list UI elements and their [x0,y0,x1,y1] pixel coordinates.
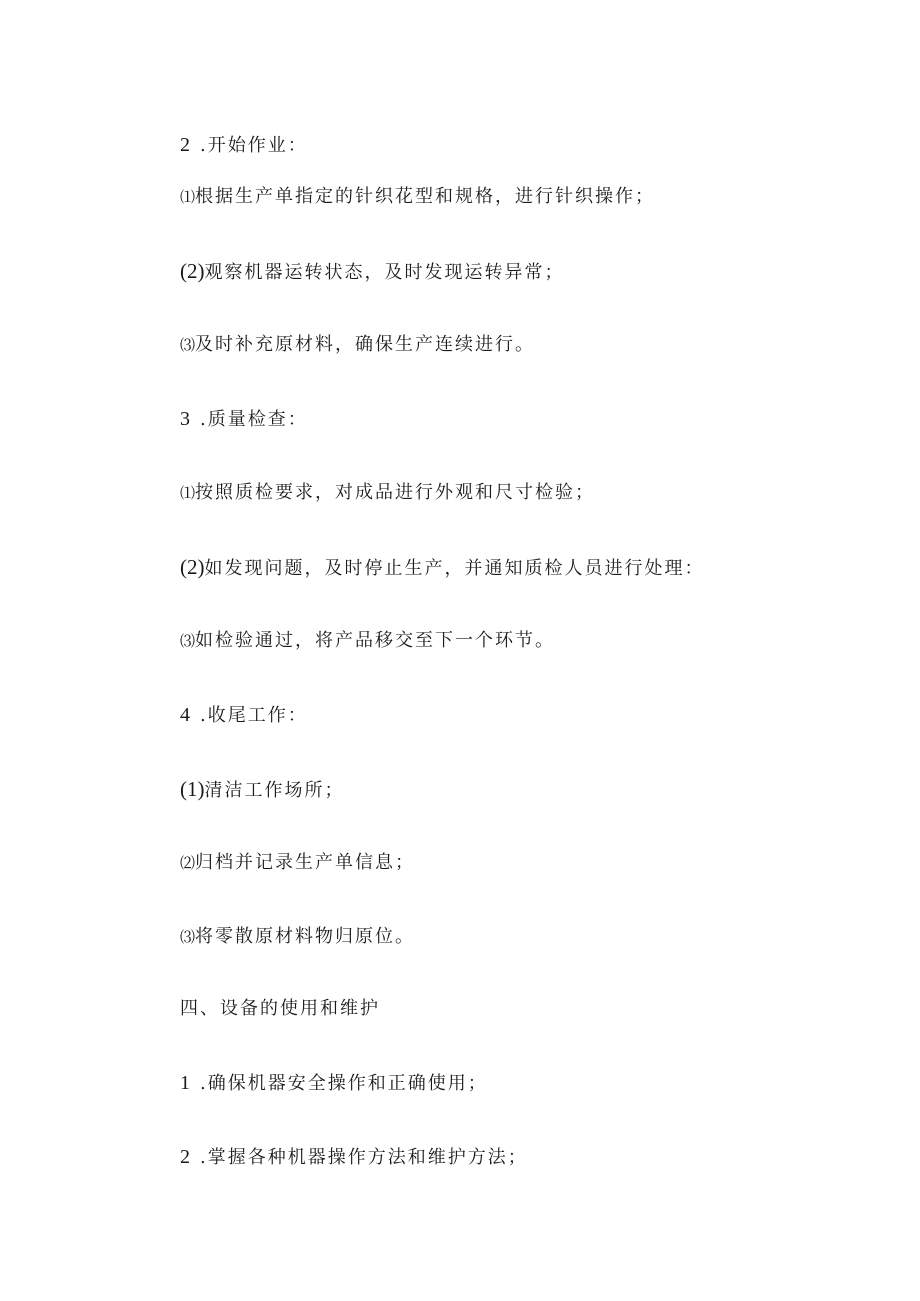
list-item [180,555,705,581]
section-heading-wrap-up [180,703,308,728]
section-heading-quality-check [180,407,308,432]
list-item [180,1071,488,1096]
list-item [180,851,415,876]
item-number: 2 [180,1146,190,1168]
item-text: .掌握各种机器操作方法和维护方法； [200,1147,528,1168]
item-text: 清洁工作场所； [204,780,345,801]
item-number: 4 [180,704,190,726]
section-heading-start-work [180,133,308,158]
item-text: 按照质检要求，对成品进行外观和尺寸检验； [195,482,596,503]
item-number: 3 [180,408,190,430]
item-text: .质量检查： [200,409,308,430]
item-text: 观察机器运转状态，及时发现运转异常； [204,262,565,283]
item-number: ⑶ [180,634,196,650]
list-item [180,259,565,285]
list-item [180,333,535,358]
list-item [180,629,555,654]
chapter-heading-equipment [180,997,380,1021]
item-number: ⑴ [180,190,196,206]
list-item [180,777,345,803]
item-text: 如检验通过，将产品移交至下一个环节。 [195,630,556,651]
item-number: ⑴ [180,486,196,502]
item-text: 根据生产单指定的针织花型和规格，进行针织操作； [195,186,656,207]
item-text: 归档并记录生产单信息； [195,852,416,873]
item-number: ⑵ [180,856,196,872]
list-item [180,1145,528,1170]
list-item [180,925,415,950]
item-text: 如发现问题，及时停止生产，并通知质检人员进行处理： [204,558,705,579]
item-text: 及时补充原材料，确保生产连续进行。 [195,334,536,355]
item-number: (1) [180,777,205,801]
item-text: 四、设备的使用和维护 [180,998,380,1019]
item-number: (2) [180,555,205,579]
item-text: 将零散原材料物归原位。 [195,926,416,947]
item-number: (2) [180,259,205,283]
item-text: .收尾工作： [200,705,308,726]
item-number: ⑶ [180,338,196,354]
list-item [180,481,595,506]
item-number: 1 [180,1072,190,1094]
item-number: ⑶ [180,930,196,946]
list-item [180,185,655,210]
item-text: .开始作业： [200,135,308,156]
item-text: .确保机器安全操作和正确使用； [200,1073,488,1094]
item-number: 2 [180,134,190,156]
